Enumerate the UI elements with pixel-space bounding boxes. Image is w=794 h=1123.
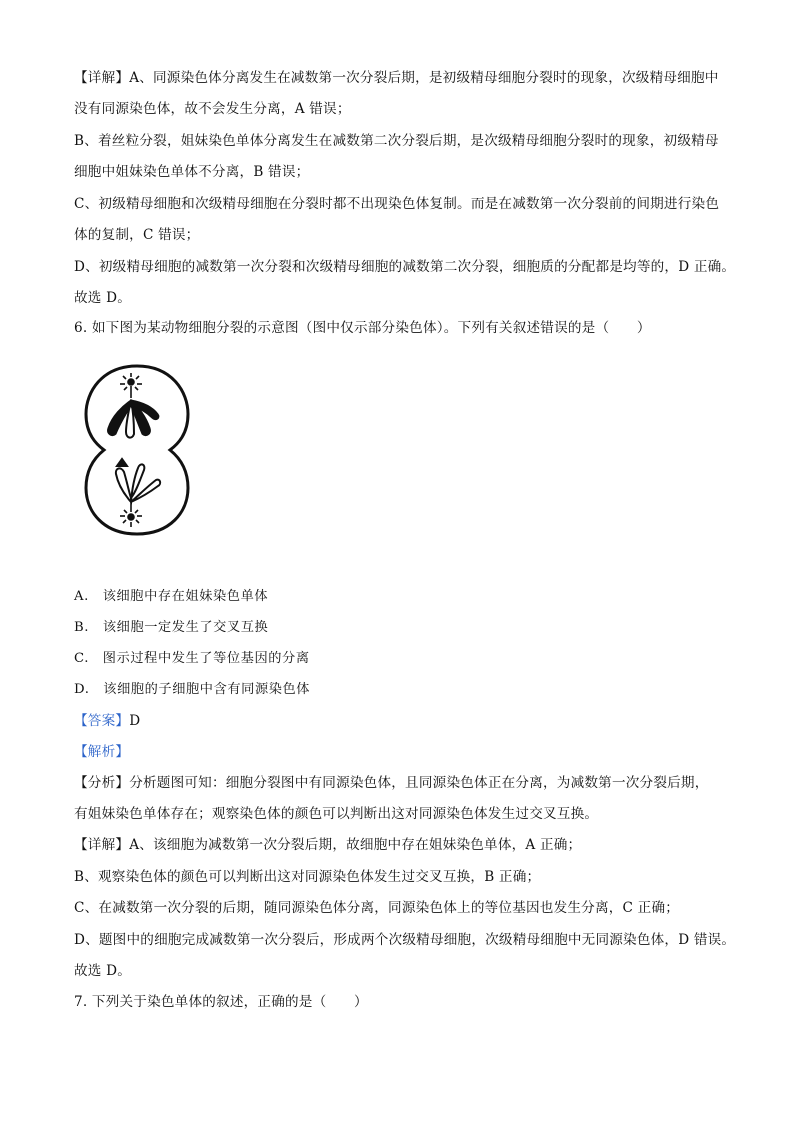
detail-line: 【详解】A、该细胞为减数第一次分裂后期，故细胞中存在姐妹染色单体，A 正确；: [74, 837, 582, 853]
detail-paragraph-line: 没有同源染色体，故不会发生分离，A 错误；: [74, 101, 351, 117]
cell-division-figure: [82, 362, 192, 540]
detail-line: D、题图中的细胞完成减数第一次分裂后，形成两个次级精母细胞，次级精母细胞中无同源染色体，D 错误。: [74, 932, 736, 948]
detail-paragraph-line: 细胞中姐妹染色单体不分离，B 错误；: [74, 164, 310, 180]
chromosomes-top: [108, 386, 159, 438]
cell-membrane: [86, 366, 188, 534]
fenxi-tag: 【分析】: [74, 775, 130, 791]
detail-paragraph-line: B、着丝粒分裂，姐妹染色单体分离发生在减数第二次分裂后期，是次级精母细胞分裂时的现象，初级精母: [74, 133, 719, 149]
chromosomes-bottom: [116, 459, 160, 512]
answer-value: D: [129, 713, 141, 729]
detail-paragraph-line: C、初级精母细胞和次级精母细胞在分裂时都不出现染色体复制。而是在减数第一次分裂前的间期进行染色: [74, 196, 720, 212]
detail-tag: 【详解】: [74, 70, 130, 86]
fenxi-line: 【分析】分析题图可知：细胞分裂图中有同源染色体，且同源染色体正在分离，为减数第一次分裂后期，: [74, 775, 709, 791]
detail-line: C、在减数第一次分裂的后期，随同源染色体分离，同源染色体上的等位基因也发生分离，C 正确；: [74, 900, 680, 916]
answer-tag: 【答案】: [74, 713, 130, 729]
detail-tag: 【详解】: [74, 837, 130, 853]
conclusion-line: 故选 D。: [74, 290, 132, 306]
option-a: A. 该细胞中存在姐妹染色单体: [74, 589, 269, 604]
option-b: B. 该细胞一定发生了交叉互换: [74, 620, 269, 635]
question-6-stem: 6. 如下图为某动物细胞分裂的示意图（图中仅示部分染色体）。下列有关叙述错误的是（ ）: [74, 320, 651, 336]
question-7-stem: 7. 下列关于染色单体的叙述，正确的是（ ）: [74, 994, 368, 1010]
detail-paragraph-line: 体的复制，C 错误；: [74, 227, 200, 243]
analysis-heading: [74, 742, 734, 762]
detail-paragraph-line: 【详解】A、同源染色体分离发生在减数第一次分裂后期，是初级精母细胞分裂时的现象，次级精母细胞中: [74, 70, 719, 86]
spindle-pole-bottom: [120, 510, 142, 527]
analysis-tag: 【解析】: [74, 744, 130, 760]
option-c: C. 图示过程中发生了等位基因的分离: [74, 651, 310, 666]
conclusion-line: 故选 D。: [74, 963, 132, 979]
option-d: D. 该细胞的子细胞中含有同源染色体: [74, 682, 311, 697]
fenxi-line: 有姐妹染色单体存在；观察染色体的颜色可以判断出这对同源染色体发生过交叉互换。: [74, 806, 599, 822]
detail-paragraph-line: D、初级精母细胞的减数第一次分裂和次级精母细胞的减数第二次分裂，细胞质的分配都是均等的，D 正确。: [74, 259, 736, 275]
detail-line: B、观察染色体的颜色可以判断出这对同源染色体发生过交叉互换，B 正确；: [74, 869, 541, 885]
answer-line: [74, 711, 734, 731]
